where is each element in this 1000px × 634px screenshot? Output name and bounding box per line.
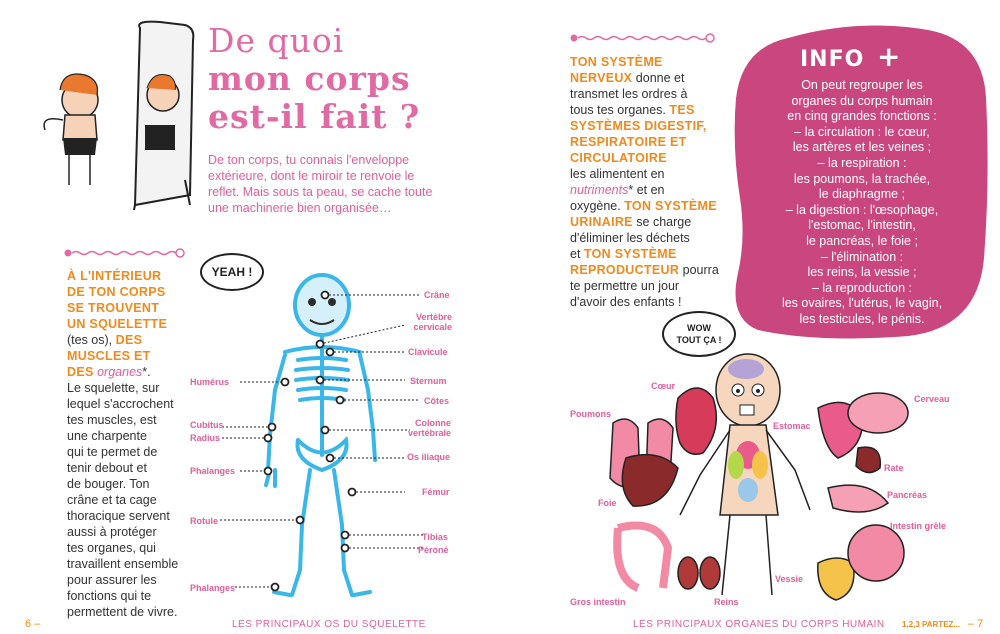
label-line: vertébrale: [407, 428, 451, 438]
section-divider: [568, 31, 718, 45]
info-line: On peut regrouper les: [801, 78, 923, 92]
text-span: se charge: [632, 215, 692, 229]
title-line-1: De quoi: [208, 21, 345, 60]
label-cerveau: Cerveau: [914, 394, 950, 404]
label-radius: Radius: [190, 433, 221, 443]
liver-icon: [622, 455, 678, 506]
text-line: crâne et ta cage: [67, 493, 157, 507]
bold-span: TES: [669, 103, 695, 117]
text-span: tous tes organes.: [570, 103, 666, 117]
italic-span: nutriments: [570, 183, 629, 197]
brain-icon: [848, 393, 908, 433]
section-divider: [62, 246, 187, 260]
info-line: – la reproduction :: [811, 280, 913, 295]
label-line: cervicale: [413, 322, 452, 332]
label-gros-intestin: Gros intestin: [570, 597, 626, 607]
bold-line: CIRCULATOIRE: [570, 151, 667, 165]
bold-span: URINAIRE: [570, 215, 633, 229]
bold-line: SYSTÈMES DIGESTIF,: [570, 119, 707, 133]
text-line: Le squelette, sur: [67, 381, 160, 395]
small-intestine-icon: [848, 525, 904, 581]
label-vessie: Vessie: [775, 574, 804, 584]
text-line: permettent de vivre.: [67, 605, 178, 619]
label-femur: Fémur: [422, 487, 450, 497]
footer-left: LES PRINCIPAUX OS DU SQUELETTE: [232, 619, 426, 630]
label-poumons: Poumons: [570, 409, 612, 419]
text-line: tenir debout et: [67, 461, 147, 475]
text-line: te permettre un jour: [570, 279, 680, 293]
text-line: une charpente: [67, 429, 147, 443]
intro-line: reflet. Mais sous ta peau, se cache toute: [208, 185, 433, 199]
kidney-right-icon: [700, 557, 720, 589]
info-line: l'estomac, l'intestin,: [808, 218, 916, 233]
intro-line: une machinerie bien organisée…: [208, 201, 392, 215]
label-line: Colonne: [415, 418, 451, 428]
text-span: donne et: [632, 71, 685, 85]
text-span: *.: [142, 365, 151, 379]
bold-line: MUSCLES ET: [67, 349, 151, 363]
text-span: pourra: [679, 263, 719, 277]
text-line: les alimentent en: [570, 167, 665, 181]
label-rate: Rate: [884, 463, 904, 473]
pancreas-icon: [828, 485, 888, 512]
heart-icon: [676, 388, 716, 454]
bladder-icon: [818, 558, 854, 600]
title-line-3: est-il fait ?: [208, 97, 421, 136]
bold-line: RESPIRATOIRE ET: [570, 135, 687, 149]
label-phalanges-hand: Phalanges: [190, 466, 236, 476]
bold-span: REPRODUCTEUR: [570, 263, 680, 277]
label-intestin-grele: Intestin grêle: [890, 521, 947, 531]
series-name: 1,2,3 PARTEZ...: [902, 620, 961, 629]
label-line: Vertèbre: [415, 312, 452, 322]
footer-right: LES PRINCIPAUX ORGANES DU CORPS HUMAIN: [633, 619, 885, 630]
info-title: [800, 40, 901, 73]
text-line: travaillent ensemble: [67, 557, 179, 571]
systems-paragraph: [570, 54, 720, 310]
label-perone: Péroné: [418, 545, 449, 555]
bold-line: À L'INTÉRIEUR: [67, 269, 162, 283]
label-estomac: Estomac: [773, 421, 811, 431]
child-icon: [44, 74, 98, 185]
label-rotule: Rotule: [190, 516, 218, 526]
label-coeur: Cœur: [651, 381, 675, 391]
text-span: * et en: [628, 183, 665, 197]
text-span: oxygène.: [570, 199, 621, 213]
label-crane: Crâne: [424, 290, 450, 300]
text-line: aussi à protéger: [67, 525, 157, 539]
text-line: qui te permet de: [67, 445, 158, 459]
bubble-text: YEAH !: [211, 265, 253, 279]
text-line: d'éliminer les déchets: [570, 231, 690, 245]
mirror-icon: [133, 22, 193, 210]
bold-span: NERVEUX: [570, 71, 633, 85]
info-line: – la digestion : l'œsophage,: [785, 202, 939, 217]
info-title-text: INFO: [800, 47, 865, 72]
bold-line: DE TON CORPS: [67, 285, 166, 299]
text-span: (tes os),: [67, 333, 113, 347]
label-tibias: Tibias: [422, 532, 448, 542]
label-os-iliaque: Os iliaque: [407, 452, 451, 462]
info-line: les artères et les veines ;: [792, 140, 932, 155]
info-line: en cinq grandes fonctions :: [787, 109, 937, 124]
label-foie: Foie: [598, 498, 617, 508]
page-title: [208, 22, 420, 136]
kidney-left-icon: [678, 557, 698, 589]
intro-line: extérieure, dont le miroir te renvoie le: [208, 169, 415, 183]
info-line: les ovaires, l'utérus, le vagin,: [781, 296, 943, 311]
italic-span: organes: [97, 365, 143, 379]
info-line: organes du corps humain: [791, 93, 933, 108]
large-intestine-icon: [617, 526, 668, 589]
text-line: transmet les ordres à: [570, 87, 688, 101]
bubble-text: TOUT ÇA !: [676, 335, 722, 345]
text-line: tes muscles, est: [67, 413, 157, 427]
text-line: tes organes, qui: [67, 541, 156, 555]
label-colonne-vertebrale: [403, 418, 451, 438]
mirror-illustration: [35, 20, 195, 210]
bold-span: DES: [67, 365, 94, 379]
info-line: les reins, la vessie ;: [807, 265, 917, 280]
text-line: d'avoir des enfants !: [570, 295, 682, 309]
text-line: pour assurer les: [67, 573, 157, 587]
label-cotes: Côtes: [424, 396, 450, 406]
title-line-2: mon corps: [208, 59, 411, 98]
info-line: le pancréas, le foie ;: [806, 233, 918, 248]
label-cubitus: Cubitus: [190, 420, 224, 430]
label-phalanges-foot: Phalanges: [190, 583, 236, 593]
info-line: – la circulation : le cœur,: [794, 124, 930, 139]
label-pancreas: Pancréas: [887, 490, 928, 500]
label-humerus: Humérus: [190, 377, 230, 387]
info-line: les poumons, la trachée,: [793, 171, 931, 186]
text-line: lequel s'accrochent: [67, 397, 174, 411]
intro-paragraph: [208, 152, 438, 216]
bubble-text: WOW: [687, 323, 711, 333]
info-line: le diaphragme ;: [818, 187, 906, 202]
intro-line: De ton corps, tu connais l'enveloppe: [208, 153, 410, 167]
text-span: et: [570, 247, 581, 261]
bold-line: SE TROUVENT: [67, 301, 160, 315]
bold-span: TON SYSTÈME: [583, 247, 677, 261]
bold-span: DES: [115, 333, 143, 347]
info-line: – l'élimination :: [820, 249, 904, 264]
label-sternum: Sternum: [410, 376, 447, 386]
text-line: fonctions qui te: [67, 589, 152, 603]
bold-span: TON SYSTÈME: [624, 199, 717, 213]
info-body: [752, 78, 972, 328]
info-line: les testicules, le pénis.: [799, 311, 925, 326]
text-line: thoracique servent: [67, 509, 170, 523]
page-number-right: – 7: [968, 618, 984, 630]
label-clavicule: Clavicule: [408, 347, 448, 357]
skeleton-paragraph: [67, 268, 192, 620]
bold-line: UN SQUELETTE: [67, 317, 168, 331]
info-line: – la respiration :: [817, 155, 907, 170]
label-reins: Reins: [714, 597, 739, 607]
text-line: de bouger. Ton: [67, 477, 150, 491]
page-number-left: 6 –: [25, 618, 41, 630]
label-vertebre-cervicale: [410, 312, 452, 332]
spleen-icon: [856, 447, 880, 472]
plus-icon: +: [877, 40, 902, 73]
bold-line: TON SYSTÈME: [570, 55, 663, 69]
